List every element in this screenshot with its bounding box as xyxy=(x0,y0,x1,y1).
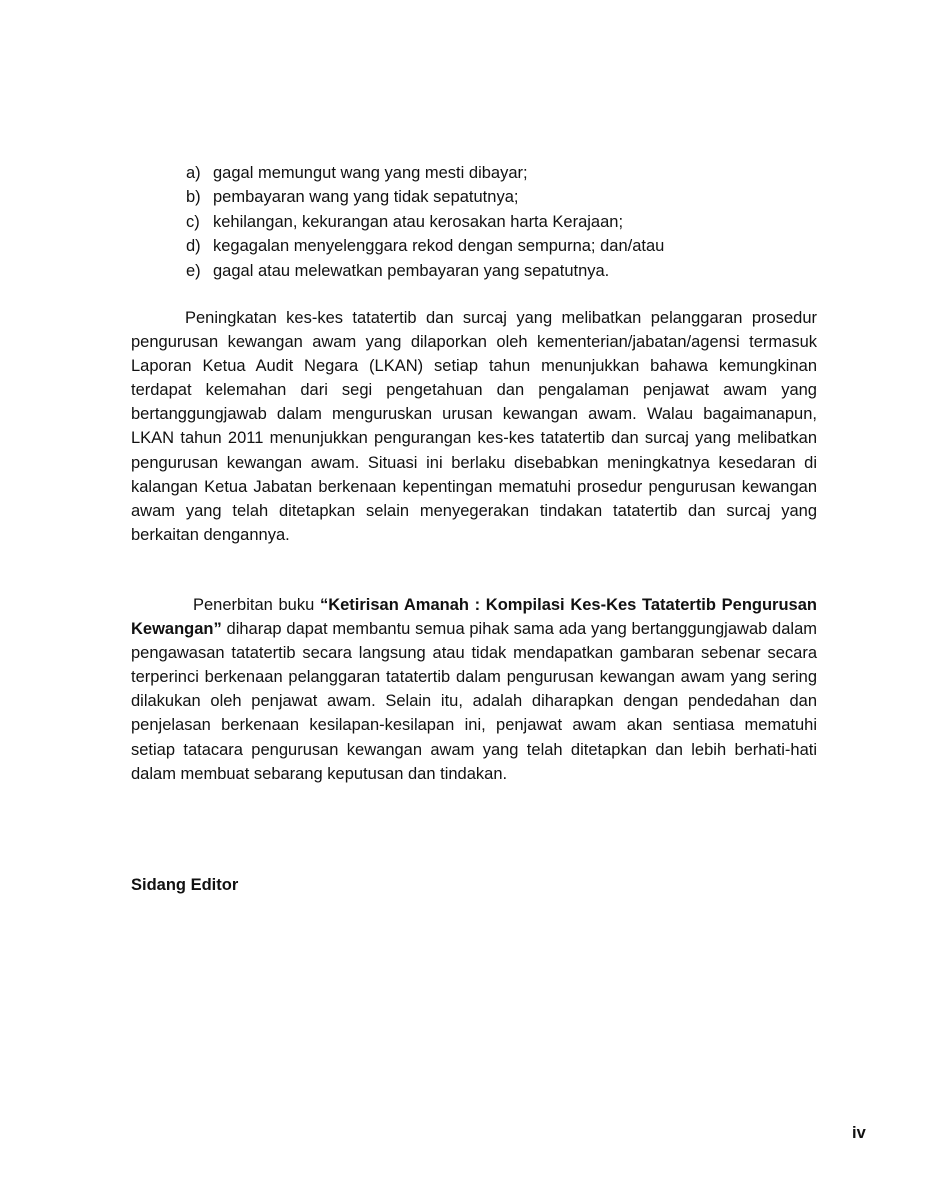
list-item xyxy=(186,210,826,234)
list-marker: a) xyxy=(186,164,201,182)
list-item xyxy=(186,161,826,185)
list-marker: b) xyxy=(186,188,201,207)
list-marker: e) xyxy=(186,261,201,280)
list-item-text: kegagalan menyelenggara rekod dengan sempurna; dan/atau xyxy=(213,237,665,256)
numbered-list xyxy=(186,161,826,283)
list-marker: d) xyxy=(186,237,201,256)
list-item xyxy=(186,259,826,283)
list-item xyxy=(186,234,826,258)
signature: Sidang Editor xyxy=(131,876,239,894)
list-marker: c) xyxy=(186,212,200,231)
list-item-text: pembayaran wang yang tidak sepatutnya; xyxy=(213,188,519,207)
book-title: “Ketirisan Amanah : Kompilasi Kes-Kes Tatatertib Pengurusan Kewangan” xyxy=(131,596,817,639)
paragraph-2 xyxy=(131,593,817,786)
list-item-text: kehilangan, kekurangan atau kerosakan harta Kerajaan; xyxy=(213,212,624,231)
page-number: iv xyxy=(852,1124,866,1142)
paragraph-1: Peningkatan kes-kes tatatertib dan surcaj yang melibatkan pelanggaran prosedur pengurusan kewangan awam yang dilaporkan oleh kementerian/jabatan/agensi termasuk Laporan Ketua Audit Negara (LKAN) setiap tahun menunjukkan bahawa kemungkinan terdapat kelemahan dari segi pengetahuan dan pengalaman penjawat awam yang bertanggungjawab dalam menguruskan urusan kewangan awam. Walau bagaimanapun, LKAN tahun 2011 menunjukkan pengurangan kes-kes tatatertib dan surcaj yang melibatkan pengurusan kewangan awam. Situasi ini berlaku disebabkan meningkatnya kesedaran di kalangan Ketua Jabatan berkenaan kepentingan mematuhi prosedur pengurusan kewangan awam yang telah ditetapkan selain menyegerakan tindakan tatatertib dan surcaj yang berkaitan dengannya. xyxy=(131,309,817,544)
paragraph-2-lead: Penerbitan buku xyxy=(193,596,320,614)
paragraph-2-body: diharap dapat membantu semua pihak sama ada yang bertanggungjawab dalam pengawasan tatatertib secara langsung atau tidak mendapatkan gambaran sebenar secara terperinci berkenaan pelanggaran tatatertib dalam pengurusan kewangan awam yang sering dilakukan oleh penjawat awam. Selain itu, adalah diharapkan dengan pendedahan dan penjelasan berkenaan kesilapan-kesilapan ini, penjawat awam akan sentiasa mematuhi setiap tatacara pengurusan kewangan awam yang telah ditetapkan dan lebih berhati-hati dalam membuat sebarang keputusan dan tindakan. xyxy=(131,620,817,783)
list-item-text: gagal memungut wang yang mesti dibayar; xyxy=(213,164,528,182)
list-item-text: gagal atau melewatkan pembayaran yang sepatutnya. xyxy=(213,261,610,280)
list-item xyxy=(186,185,826,209)
